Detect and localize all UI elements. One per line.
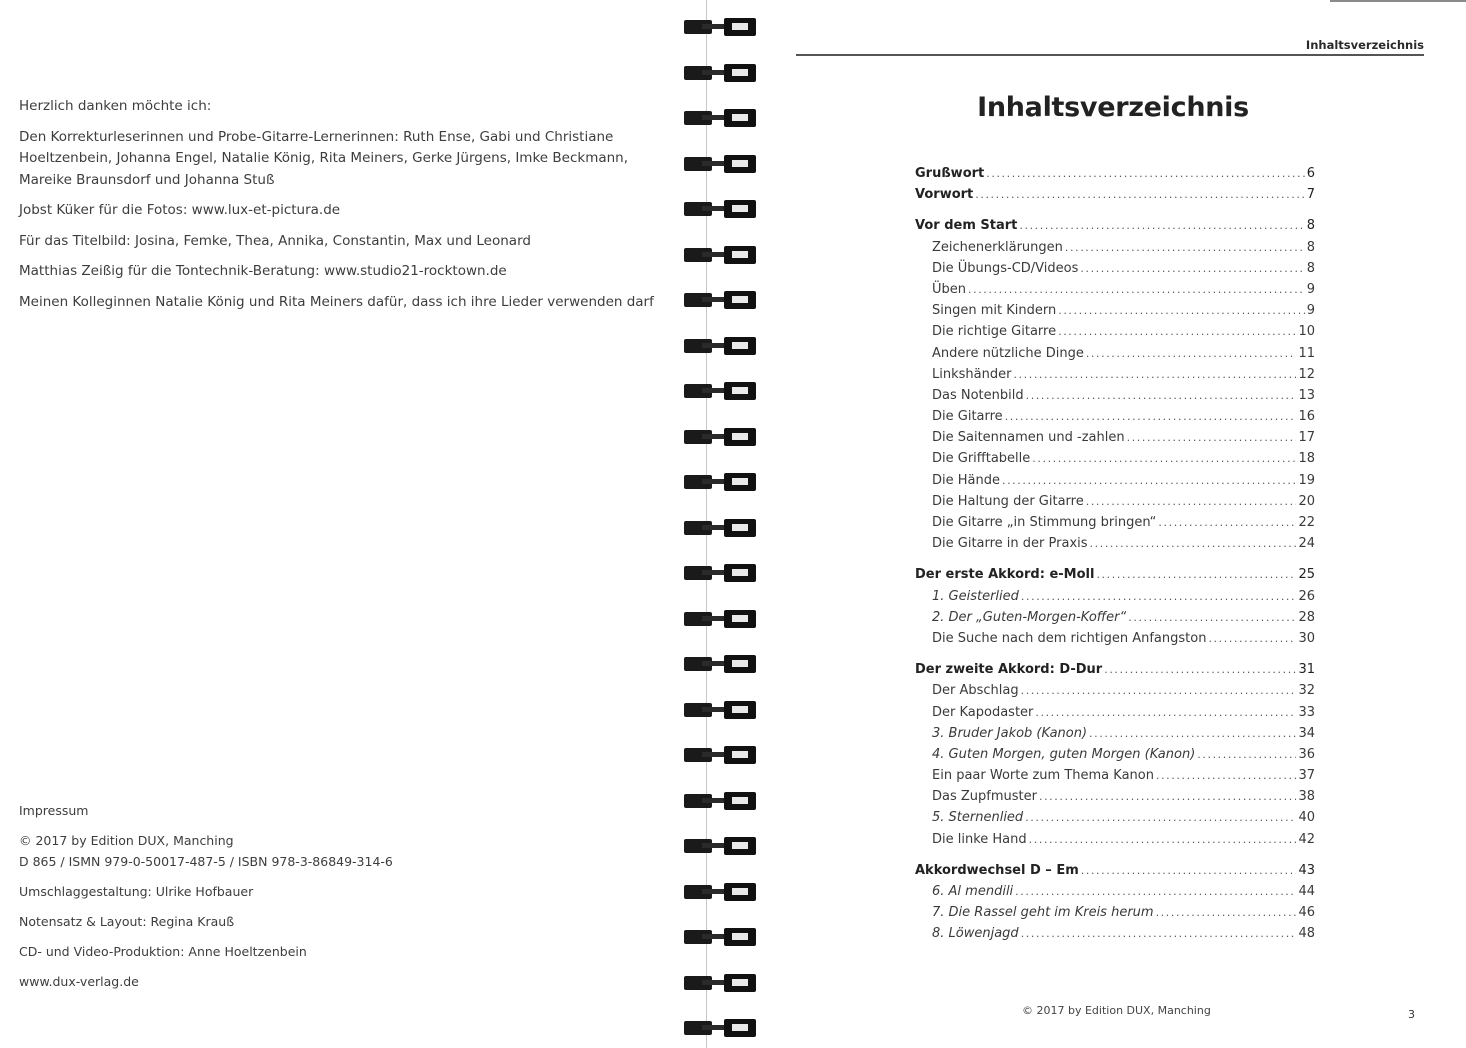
toc-entry-page: 42 [1298, 831, 1315, 847]
toc-leader-dots [1005, 410, 1297, 423]
toc-entry-page: 26 [1298, 588, 1315, 604]
toc-entry-page: 34 [1298, 725, 1315, 741]
toc-entry-title: Die Gitarre [932, 409, 1003, 425]
toc-leader-dots [975, 188, 1304, 201]
toc-entry-title: 2. Der „Guten-Morgen-Koffer“ [932, 609, 1127, 625]
toc-entry[interactable] [915, 451, 1315, 472]
toc-entry-page: 7 [1306, 187, 1315, 203]
thanks-intro: Herzlich danken möchte ich: [19, 98, 212, 114]
toc-entry[interactable] [915, 905, 1315, 926]
toc-entry-page: 13 [1298, 387, 1315, 403]
impressum [19, 800, 619, 1001]
toc-leader-dots [1208, 632, 1296, 645]
toc-leader-dots [1081, 864, 1297, 877]
toc-leader-dots [986, 167, 1304, 180]
binding-coil [684, 16, 758, 38]
toc-entry-page: 43 [1298, 862, 1315, 878]
binding-coil [684, 471, 758, 493]
toc-entry[interactable] [915, 726, 1315, 747]
right-page [760, 0, 1466, 1048]
toc-section[interactable] [915, 218, 1315, 239]
toc-entry-page: 24 [1298, 536, 1315, 552]
thanks-sound: Matthias Zeißig für die Tontechnik-Beratung: www.studio21-rocktown.de [19, 263, 507, 279]
toc-section[interactable] [915, 863, 1315, 884]
toc-leader-dots [1058, 325, 1296, 338]
binding-coil [684, 790, 758, 812]
toc-entry-title: Akkordwechsel D – Em [915, 862, 1079, 878]
thanks-cover-image: Für das Titelbild: Josina, Femke, Thea, Annika, Constantin, Max und Leonard [19, 232, 531, 249]
toc-entry-title: Grußwort [915, 166, 985, 181]
toc-leader-dots [1021, 684, 1297, 697]
toc-entry-page: 19 [1298, 472, 1315, 488]
binding-coil [684, 653, 758, 675]
toc-entry-page: 16 [1298, 409, 1315, 425]
impressum-layout: Notensatz & Layout: Regina Krauß [19, 914, 235, 929]
toc-entry[interactable] [915, 610, 1315, 631]
toc-entry[interactable] [915, 409, 1315, 430]
toc-entry[interactable] [915, 747, 1315, 768]
toc-entry-page: 31 [1298, 662, 1315, 678]
toc-entry-page: 36 [1298, 746, 1315, 762]
toc-leader-dots [1086, 347, 1297, 360]
thanks-proofreaders: Den Korrekturleserinnen und Probe-Gitarre-Lernerinnen: Ruth Ense, Gabi und Christiane Hoeltzenbein, Johanna Engel, Natalie König, Rita Meiners, Gerke Jürgens, Imke Beckmann, Mareike Braunsdorf und Johanna Stuß [19, 128, 629, 188]
impressum-numbers: D 865 / ISMN 979-0-50017-487-5 / ISBN 978-3-86849-314-6 [19, 854, 393, 869]
toc-entry[interactable] [915, 536, 1315, 557]
toc-entry-title: Das Zupfmuster [932, 789, 1037, 805]
impressum-production: CD- und Video-Produktion: Anne Hoeltzenbein [19, 944, 307, 959]
toc-entry-title: Die Hände [932, 472, 1000, 488]
impressum-copyright: © 2017 by Edition DUX, Manching [19, 833, 234, 848]
binding-coil [684, 107, 758, 129]
toc-entry[interactable] [915, 683, 1315, 704]
toc-entry[interactable] [915, 303, 1315, 324]
toc-entry-page: 37 [1298, 768, 1315, 784]
toc-entry-page: 30 [1298, 630, 1315, 646]
toc-entry-title: Die richtige Gitarre [932, 324, 1057, 340]
binding-coil [684, 517, 758, 539]
toc-entry-page: 11 [1298, 345, 1315, 361]
binding-coil [684, 244, 758, 266]
toc-entry-page: 9 [1306, 281, 1315, 297]
toc-leader-dots [1156, 769, 1296, 782]
toc-leader-dots [1015, 885, 1296, 898]
left-page [0, 0, 670, 1048]
toc-section[interactable] [915, 662, 1315, 683]
toc-entry-page: 22 [1298, 515, 1315, 530]
binding-coil [684, 62, 758, 84]
toc-entry[interactable] [915, 473, 1315, 494]
toc-leader-dots [1032, 452, 1296, 465]
toc-entry[interactable] [915, 789, 1315, 810]
toc-leader-dots [1058, 304, 1305, 317]
toc-entry-page: 46 [1298, 905, 1315, 921]
toc-leader-dots [1096, 568, 1296, 581]
toc-entry-title: 5. Sternenlied [932, 810, 1024, 826]
page-footer: © 2017 by Edition DUX, Manching [1022, 1004, 1211, 1017]
toc-entry-title: Die Gitarre „in Stimmung bringen“ [932, 515, 1157, 530]
toc-entry-page: 48 [1298, 926, 1315, 942]
toc-entry-page: 25 [1298, 567, 1315, 583]
toc-entry-title: Das Notenbild [932, 387, 1024, 403]
acknowledgements [19, 96, 659, 322]
toc-leader-dots [1104, 663, 1296, 676]
toc-entry-title: Der Kapodaster [932, 704, 1034, 720]
toc-entry-title: Singen mit Kindern [932, 303, 1057, 319]
toc-entry-page: 8 [1306, 260, 1315, 276]
toc-entry-title: Die Saitennamen und -zahlen [932, 430, 1125, 446]
toc-leader-dots [1127, 431, 1297, 444]
toc-section[interactable] [915, 166, 1315, 187]
toc-entry-page: 10 [1298, 324, 1315, 340]
toc-entry-page: 18 [1298, 451, 1315, 467]
toc-leader-dots [1086, 495, 1297, 508]
toc-entry-page: 28 [1298, 609, 1315, 625]
toc-entry-page: 8 [1306, 218, 1315, 234]
toc-entry[interactable] [915, 282, 1315, 303]
binding-coil [684, 835, 758, 857]
toc-leader-dots [1019, 219, 1304, 232]
binding-coil [684, 198, 758, 220]
toc-leader-dots [1158, 516, 1296, 529]
toc-entry[interactable] [915, 768, 1315, 789]
toc-entry-page: 40 [1298, 810, 1315, 826]
toc-entry-title: Der erste Akkord: e-Moll [915, 567, 1095, 583]
toc-leader-dots [1080, 262, 1304, 275]
toc-leader-dots [1013, 368, 1296, 381]
binding-coil [684, 335, 758, 357]
toc-entry[interactable] [915, 494, 1315, 515]
binding-coil [684, 153, 758, 175]
toc-entry[interactable] [915, 388, 1315, 409]
binding-coil [684, 926, 758, 948]
toc-entry[interactable] [915, 261, 1315, 282]
toc-leader-dots [1025, 811, 1296, 824]
toc-leader-dots [1128, 611, 1296, 624]
binding-coil [684, 972, 758, 994]
spiral-binding [668, 0, 764, 1048]
toc-entry-page: 32 [1298, 683, 1315, 699]
toc-entry-page: 6 [1306, 166, 1315, 181]
toc-leader-dots [1035, 706, 1296, 719]
page-number: 3 [1408, 1008, 1415, 1021]
header-rule [796, 54, 1424, 56]
toc-leader-dots [1026, 389, 1297, 402]
toc-leader-dots [1197, 748, 1296, 761]
toc-entry-title: Die Haltung der Gitarre [932, 493, 1084, 509]
toc-entry[interactable] [915, 346, 1315, 367]
toc-entry-title: Ein paar Worte zum Thema Kanon [932, 768, 1154, 784]
toc-entry-title: Üben [932, 281, 967, 297]
toc-entry-page: 9 [1306, 303, 1315, 319]
toc-entry-page: 12 [1298, 366, 1315, 382]
toc-entry[interactable] [915, 589, 1315, 610]
binding-coil [684, 608, 758, 630]
toc-entry-title: Die Suche nach dem richtigen Anfangston [932, 630, 1207, 646]
binding-coil [684, 380, 758, 402]
toc-leader-dots [1021, 927, 1297, 940]
table-of-contents [915, 166, 1315, 948]
toc-entry[interactable] [915, 705, 1315, 726]
binding-coil [684, 699, 758, 721]
toc-entry-page: 8 [1306, 239, 1315, 255]
toc-entry-title: Vor dem Start [915, 218, 1018, 234]
impressum-website: www.dux-verlag.de [19, 974, 139, 989]
toc-leader-dots [1002, 474, 1296, 487]
toc-entry-title: 1. Geisterlied [932, 588, 1019, 604]
toc-leader-dots [1065, 241, 1305, 254]
toc-entry-title: Die Grifftabelle [932, 451, 1031, 467]
toc-entry-page: 38 [1298, 789, 1315, 805]
toc-entry[interactable] [915, 926, 1315, 947]
toc-entry-title: 8. Löwenjagd [932, 926, 1019, 942]
toc-section[interactable] [915, 567, 1315, 588]
toc-leader-dots [1090, 537, 1297, 550]
impressum-heading: Impressum [19, 803, 89, 818]
toc-entry[interactable] [915, 631, 1315, 652]
toc-entry-title: Der zweite Akkord: D-Dur [915, 662, 1103, 678]
toc-entry[interactable] [915, 324, 1315, 345]
toc-leader-dots [1089, 727, 1296, 740]
toc-leader-dots [968, 283, 1305, 296]
toc-entry-title: 4. Guten Morgen, guten Morgen (Kanon) [932, 746, 1196, 762]
toc-section[interactable] [915, 187, 1315, 208]
binding-coil [684, 881, 758, 903]
toc-entry-title: 3. Bruder Jakob (Kanon) [932, 725, 1088, 741]
binding-coil [684, 562, 758, 584]
toc-entry-title: Linkshänder [932, 366, 1012, 382]
toc-entry[interactable] [915, 367, 1315, 388]
toc-entry-title: Die Übungs-CD/Videos [932, 260, 1079, 276]
running-head: Inhaltsverzeichnis [1305, 38, 1424, 52]
toc-entry-page: 20 [1298, 493, 1315, 509]
toc-entry[interactable] [915, 515, 1315, 536]
toc-entry-title: Zeichenerklärungen [932, 239, 1063, 255]
toc-entry-title: Die linke Hand [932, 831, 1027, 847]
impressum-cover: Umschlaggestaltung: Ulrike Hofbauer [19, 884, 254, 899]
toc-entry-title: 6. Al mendili [932, 884, 1014, 899]
toc-entry[interactable] [915, 832, 1315, 853]
thanks-colleagues: Meinen Kolleginnen Natalie König und Rita Meiners dafür, dass ich ihre Lieder verwenden darf [19, 293, 654, 310]
toc-entry-title: Die Gitarre in der Praxis [932, 536, 1088, 552]
binding-coil [684, 289, 758, 311]
toc-entry-page: 44 [1298, 884, 1315, 899]
thanks-photos: Jobst Küker für die Fotos: www.lux-et-pictura.de [19, 202, 341, 218]
toc-leader-dots [1029, 833, 1297, 846]
toc-entry-page: 33 [1298, 704, 1315, 720]
toc-entry-title: 7. Die Rassel geht im Kreis herum [932, 905, 1154, 921]
top-edge-line [1330, 0, 1466, 2]
toc-entry-title: Der Abschlag [932, 683, 1019, 699]
toc-entry-title: Vorwort [915, 187, 974, 203]
toc-leader-dots [1039, 790, 1296, 803]
toc-entry-title: Andere nützliche Dinge [932, 345, 1084, 361]
toc-leader-dots [1156, 906, 1297, 919]
binding-coil [684, 1017, 758, 1039]
toc-entry[interactable] [915, 810, 1315, 831]
toc-leader-dots [1021, 590, 1297, 603]
binding-coil [684, 426, 758, 448]
toc-entry[interactable] [915, 430, 1315, 451]
binding-coil [684, 744, 758, 766]
toc-entry[interactable] [915, 884, 1315, 905]
toc-entry-page: 17 [1298, 430, 1315, 446]
toc-entry[interactable] [915, 240, 1315, 261]
page-title: Inhaltsverzeichnis [977, 92, 1249, 123]
